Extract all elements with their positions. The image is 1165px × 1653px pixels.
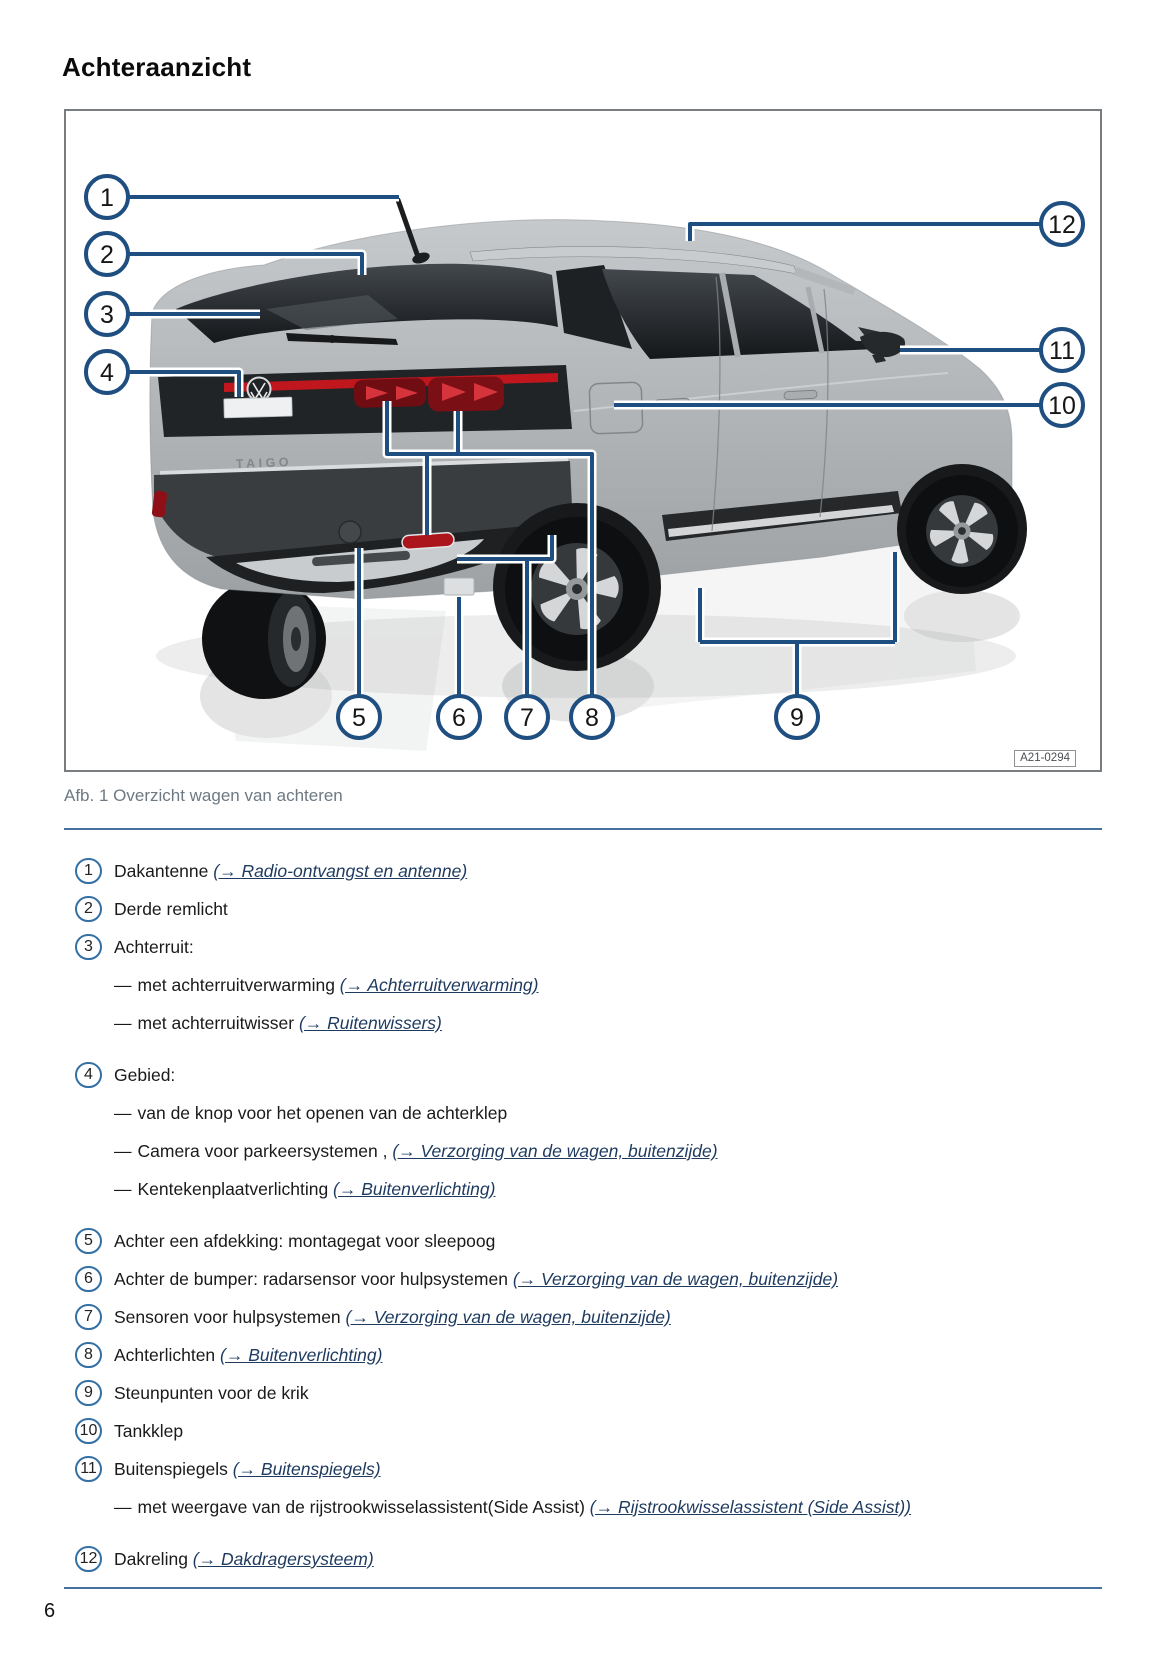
legend-text: Achterruit:	[114, 937, 194, 957]
legend-item-text	[114, 1456, 381, 1482]
legend-item-text	[114, 1228, 495, 1254]
legend-item-text	[114, 1266, 838, 1292]
legend-text: met achterruitwisser	[137, 1013, 299, 1033]
cross-reference-link[interactable]: (→ Radio-ontvangst en antenne)	[213, 861, 468, 881]
legend-item-10	[75, 1418, 1105, 1444]
legend-item-11	[75, 1456, 1105, 1482]
cross-reference-link[interactable]: (→ Buitenverlichting)	[220, 1345, 383, 1365]
legend-item-text	[114, 1304, 671, 1330]
callout-9	[776, 696, 818, 738]
legend-text: Achter de bumper: radarsensor voor hulpsystemen	[114, 1269, 513, 1289]
legend-item-2	[75, 896, 1105, 922]
legend-text: Tankklep	[114, 1421, 184, 1441]
radar-sensor	[444, 578, 474, 595]
legend-item-4	[75, 1062, 1105, 1088]
legend-item-text	[114, 1342, 382, 1368]
legend-badge-11: 11	[75, 1456, 102, 1482]
cross-reference-link[interactable]: (→ Dakdragersysteem)	[192, 1549, 374, 1569]
cross-reference-link[interactable]: (→ Buitenspiegels)	[232, 1459, 381, 1479]
legend-item-text	[114, 1418, 183, 1444]
cross-reference-link[interactable]: (→ Verzorging van de wagen, buitenzijde)	[392, 1141, 718, 1161]
legend-list	[75, 858, 1105, 1584]
callout-7	[506, 696, 548, 738]
legend-badge-4: 4	[75, 1062, 102, 1088]
callout-12	[1041, 203, 1083, 245]
legend-text: Achter een afdekking: montagegat voor sleepoog	[114, 1231, 496, 1251]
callout-1	[86, 176, 128, 218]
legend-item-text	[114, 896, 228, 922]
vw-logo	[248, 378, 271, 401]
legend-text: Derde remlicht	[114, 899, 228, 919]
tow-hook-cover	[339, 521, 361, 543]
legend-item-12	[75, 1546, 1105, 1572]
callout-3	[86, 293, 128, 335]
dash-bullet: —	[114, 1497, 132, 1517]
callout-2	[86, 233, 128, 275]
legend-item-5	[75, 1228, 1105, 1254]
legend-subitem-text	[138, 1138, 718, 1164]
legend-subitem	[114, 972, 1105, 998]
legend-text: Gebied:	[114, 1065, 176, 1085]
dash-bullet: —	[114, 1103, 132, 1123]
legend-subitem	[114, 1010, 1105, 1036]
legend-subitem	[114, 1176, 1105, 1202]
legend-badge-6: 6	[75, 1266, 102, 1292]
legend-subitem	[114, 1138, 1105, 1164]
dash-bullet: —	[114, 1179, 132, 1199]
legend-text: met weergave van de rijstrookwisselassistent(Side Assist)	[137, 1497, 590, 1517]
cross-reference-link[interactable]: (→ Ruitenwissers)	[298, 1013, 442, 1033]
svg-text:12: 12	[1048, 211, 1076, 239]
legend-text: Dakreling	[114, 1549, 193, 1569]
rear-left-tire	[202, 579, 326, 699]
legend-badge-10: 10	[75, 1418, 102, 1444]
legend-badge-8: 8	[75, 1342, 102, 1368]
svg-text:1: 1	[100, 184, 114, 212]
svg-text:2: 2	[100, 241, 114, 269]
cross-reference-link[interactable]: (→ Verzorging van de wagen, buitenzijde)	[512, 1269, 839, 1289]
legend-text: Dakantenne	[114, 861, 214, 881]
legend-item-text	[114, 1062, 175, 1088]
legend-item-3	[75, 934, 1105, 960]
legend-subitem-text	[138, 1494, 912, 1520]
callout-6	[438, 696, 480, 738]
legend-badge-5: 5	[75, 1228, 102, 1254]
figure-rear-view	[64, 109, 1102, 772]
svg-text:5: 5	[352, 704, 366, 732]
cross-reference-link[interactable]: (→ Rijstrookwisselassistent (Side Assist))	[589, 1497, 911, 1517]
legend-badge-2: 2	[75, 896, 102, 922]
legend-subitem	[114, 1494, 1105, 1520]
callout-4	[86, 351, 128, 393]
callout-8	[571, 696, 613, 738]
legend-text: van de knop voor het openen van de achterklep	[137, 1103, 508, 1123]
cross-reference-link[interactable]: (→ Buitenverlichting)	[333, 1179, 496, 1199]
separator-top	[64, 828, 1102, 830]
legend-badge-7: 7	[75, 1304, 102, 1330]
legend-subitem-text	[138, 1176, 496, 1202]
legend-item-text	[114, 934, 194, 960]
license-plate	[224, 397, 292, 418]
legend-item-7	[75, 1304, 1105, 1330]
figure-caption: Afb. 1 Overzicht wagen van achteren	[64, 786, 343, 805]
front-right-wheel	[897, 464, 1027, 594]
legend-text: Steunpunten voor de krik	[114, 1383, 309, 1403]
legend-item-6	[75, 1266, 1105, 1292]
legend-item-text	[114, 1380, 309, 1406]
cross-reference-link[interactable]: (→ Verzorging van de wagen, buitenzijde)	[345, 1307, 671, 1327]
rear-right-wheel	[493, 503, 661, 671]
legend-badge-12: 12	[75, 1546, 102, 1572]
legend-text: Kentekenplaatverlichting	[137, 1179, 334, 1199]
dash-bullet: —	[114, 1141, 132, 1161]
svg-text:10: 10	[1048, 392, 1076, 420]
legend-subitem-text	[138, 1010, 442, 1036]
door-handle-front	[784, 390, 817, 400]
separator-bottom	[64, 1587, 1102, 1589]
svg-text:6: 6	[452, 704, 466, 732]
legend-text: Achterlichten	[114, 1345, 221, 1365]
legend-item-text	[114, 858, 467, 884]
legend-badge-1: 1	[75, 858, 102, 884]
dash-bullet: —	[114, 1013, 132, 1033]
callout-10	[1041, 384, 1083, 426]
legend-text: met achterruitverwarming	[137, 975, 340, 995]
figure-code: A21-0294	[1014, 750, 1076, 767]
legend-item-9	[75, 1380, 1105, 1406]
legend-subitem	[114, 1100, 1105, 1126]
callout-11	[1041, 329, 1083, 371]
legend-text: Sensoren voor hulpsystemen	[114, 1307, 346, 1327]
svg-text:8: 8	[585, 704, 599, 732]
cross-reference-link[interactable]: (→ Achterruitverwarming)	[339, 975, 539, 995]
svg-text:7: 7	[520, 704, 534, 732]
legend-item-1	[75, 858, 1105, 884]
dash-bullet: —	[114, 975, 132, 995]
car-illustration	[66, 111, 1100, 770]
page-number: 6	[44, 1600, 56, 1622]
svg-text:4: 4	[100, 359, 114, 387]
svg-text:11: 11	[1049, 337, 1075, 365]
legend-badge-3: 3	[75, 934, 102, 960]
legend-subitem-text	[138, 972, 539, 998]
model-badge: TAIGO	[235, 455, 293, 471]
legend-item-text	[114, 1546, 374, 1572]
legend-text: Buitenspiegels	[114, 1459, 233, 1479]
legend-item-8	[75, 1342, 1105, 1368]
legend-badge-9: 9	[75, 1380, 102, 1406]
legend-subitem-text	[138, 1100, 508, 1126]
callout-5	[338, 696, 380, 738]
legend-text: Camera voor parkeersystemen ,	[137, 1141, 393, 1161]
svg-text:3: 3	[100, 301, 114, 329]
svg-text:9: 9	[790, 704, 804, 732]
page-title: Achteraanzicht	[62, 52, 252, 82]
